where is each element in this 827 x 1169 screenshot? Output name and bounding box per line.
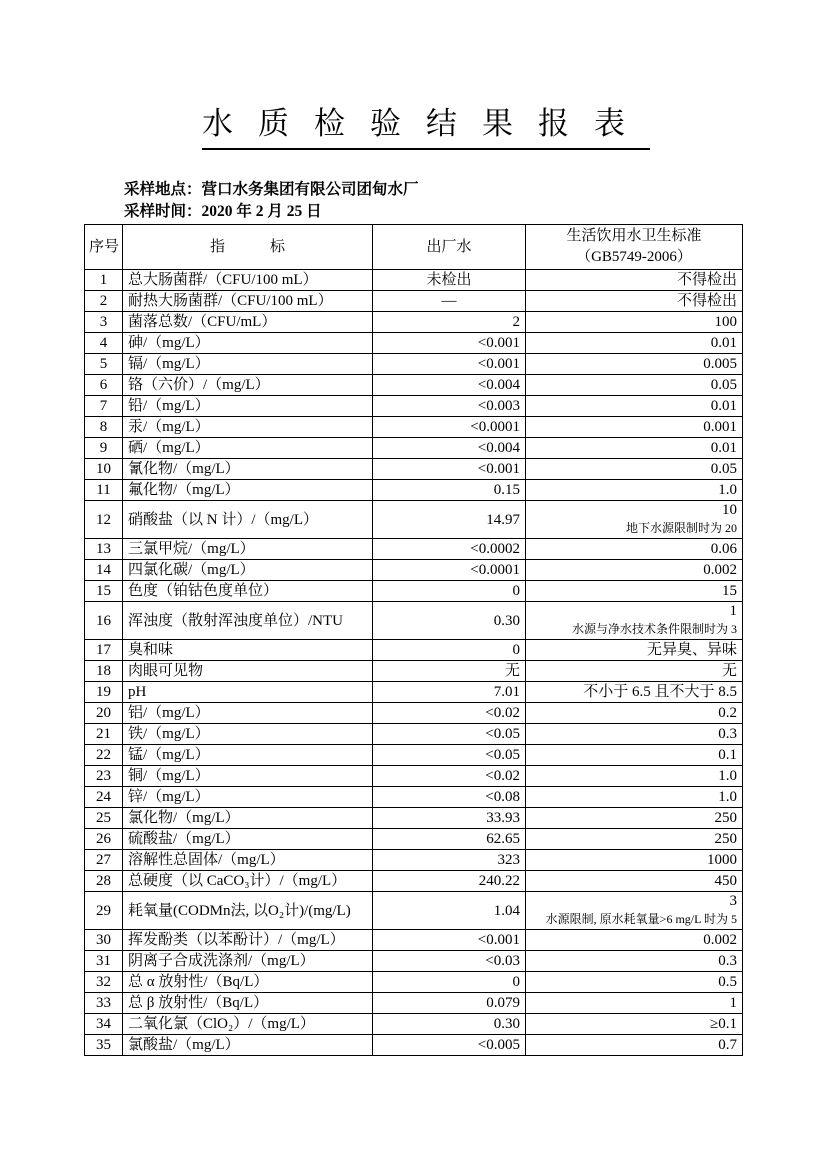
- row-number: 34: [85, 1014, 123, 1035]
- row-outflow-value: 7.01: [373, 682, 526, 703]
- row-number: 21: [85, 724, 123, 745]
- row-standard-value: 0.3: [526, 951, 743, 972]
- row-number: 33: [85, 993, 123, 1014]
- row-outflow-value: <0.001: [373, 333, 526, 354]
- row-number: 35: [85, 1035, 123, 1056]
- row-standard-value: 0.002: [526, 930, 743, 951]
- row-standard-value: 无: [526, 661, 743, 682]
- row-indicator: 硒/（mg/L）: [123, 438, 373, 459]
- row-standard-value: 无异臭、异味: [526, 640, 743, 661]
- row-standard-value: 0.01: [526, 333, 743, 354]
- row-indicator: 二氧化氯（ClO₂）/（mg/L）: [123, 1014, 373, 1035]
- row-number: 32: [85, 972, 123, 993]
- row-outflow-value: 0.079: [373, 993, 526, 1014]
- row-outflow-value: <0.0001: [373, 417, 526, 438]
- row-number: 26: [85, 829, 123, 850]
- table-row: [85, 930, 743, 951]
- row-number: 3: [85, 312, 123, 333]
- table-row: [85, 270, 743, 291]
- row-outflow-value: 0.30: [373, 602, 526, 640]
- row-outflow-value: 未检出: [373, 270, 526, 291]
- row-standard-main: 3: [729, 893, 737, 909]
- row-standard-value: 0.01: [526, 438, 743, 459]
- page-title: 水质检验结果报表: [202, 98, 650, 150]
- water-quality-table: [84, 224, 743, 1056]
- row-number: 17: [85, 640, 123, 661]
- row-standard-value: 不得检出: [526, 291, 743, 312]
- row-number: 28: [85, 871, 123, 892]
- row-number: 18: [85, 661, 123, 682]
- row-standard-value: 250: [526, 808, 743, 829]
- row-outflow-value: <0.001: [373, 354, 526, 375]
- row-indicator: 硝酸盐（以 N 计）/（mg/L）: [123, 501, 373, 539]
- row-standard-value: 0.1: [526, 745, 743, 766]
- sample-time-value: 2020 年 2 月 25 日: [201, 203, 322, 220]
- row-indicator: 耐热大肠菌群/（CFU/100 mL）: [123, 291, 373, 312]
- row-number: 31: [85, 951, 123, 972]
- row-outflow-value: <0.004: [373, 438, 526, 459]
- row-outflow-value: 0.15: [373, 480, 526, 501]
- row-standard-value: 0.2: [526, 703, 743, 724]
- row-standard-value: 1.0: [526, 480, 743, 501]
- row-standard-value: 0.005: [526, 354, 743, 375]
- row-indicator: 铜/（mg/L）: [123, 766, 373, 787]
- table-row: [85, 375, 743, 396]
- row-number: 2: [85, 291, 123, 312]
- row-outflow-value: <0.05: [373, 724, 526, 745]
- col-header-standard-line2: （GB5749-2006）: [576, 249, 692, 265]
- row-outflow-value: 0: [373, 581, 526, 602]
- row-number: 11: [85, 480, 123, 501]
- table-row: [85, 333, 743, 354]
- row-indicator: 铁/（mg/L）: [123, 724, 373, 745]
- row-standard-value: [526, 501, 743, 539]
- row-indicator: 硫酸盐/（mg/L）: [123, 829, 373, 850]
- table-row: [85, 602, 743, 640]
- row-standard-value: 100: [526, 312, 743, 333]
- col-header-standard: [526, 225, 743, 270]
- row-outflow-value: 62.65: [373, 829, 526, 850]
- row-indicator: 氯化物/（mg/L）: [123, 808, 373, 829]
- table-row: [85, 640, 743, 661]
- row-outflow-value: <0.005: [373, 1035, 526, 1056]
- row-indicator: 氟化物/（mg/L）: [123, 480, 373, 501]
- row-indicator: 总 β 放射性/（Bq/L）: [123, 993, 373, 1014]
- row-standard-value: 15: [526, 581, 743, 602]
- row-indicator: 氰化物/（mg/L）: [123, 459, 373, 480]
- table-row: [85, 1035, 743, 1056]
- table-row: [85, 682, 743, 703]
- row-standard-value: 250: [526, 829, 743, 850]
- row-number: 19: [85, 682, 123, 703]
- row-standard-value: 450: [526, 871, 743, 892]
- row-indicator: 铬（六价）/（mg/L）: [123, 375, 373, 396]
- row-number: 6: [85, 375, 123, 396]
- table-row: [85, 560, 743, 581]
- row-indicator: 色度（铂钴色度单位）: [123, 581, 373, 602]
- row-indicator: 菌落总数/（CFU/mL）: [123, 312, 373, 333]
- row-standard-note: 水源限制, 原水耗氧量>6 mg/L 时为 5: [545, 912, 737, 926]
- col-header-no: 序号: [85, 225, 123, 270]
- row-indicator: 汞/（mg/L）: [123, 417, 373, 438]
- row-standard-value: 0.7: [526, 1035, 743, 1056]
- col-header-standard-line1: 生活饮用水卫生标准: [566, 228, 702, 244]
- row-number: 1: [85, 270, 123, 291]
- row-number: 24: [85, 787, 123, 808]
- row-standard-value: 0.5: [526, 972, 743, 993]
- row-indicator: 肉眼可见物: [123, 661, 373, 682]
- row-outflow-value: 2: [373, 312, 526, 333]
- row-number: 7: [85, 396, 123, 417]
- row-indicator: 浑浊度（散射浑浊度单位）/NTU: [123, 602, 373, 640]
- row-standard-value: 1.0: [526, 766, 743, 787]
- col-header-outflow: 出厂水: [373, 225, 526, 270]
- row-indicator: pH: [123, 682, 373, 703]
- row-standard-value: 1000: [526, 850, 743, 871]
- table-row: [85, 745, 743, 766]
- row-indicator: 耗氧量(CODMn法, 以O₂计)/(mg/L): [123, 892, 373, 930]
- table-row: [85, 291, 743, 312]
- row-number: 27: [85, 850, 123, 871]
- row-indicator: 镉/（mg/L）: [123, 354, 373, 375]
- row-indicator: 总硬度（以 CaCO₃计）/（mg/L）: [123, 871, 373, 892]
- row-outflow-value: <0.03: [373, 951, 526, 972]
- row-indicator: 挥发酚类（以苯酚计）/（mg/L）: [123, 930, 373, 951]
- row-indicator: 锰/（mg/L）: [123, 745, 373, 766]
- table-row: [85, 829, 743, 850]
- table-row: [85, 951, 743, 972]
- row-indicator: 总 α 放射性/（Bq/L）: [123, 972, 373, 993]
- row-outflow-value: <0.004: [373, 375, 526, 396]
- row-standard-value: 0.05: [526, 375, 743, 396]
- row-indicator: 砷/（mg/L）: [123, 333, 373, 354]
- row-indicator: 四氯化碳/（mg/L）: [123, 560, 373, 581]
- row-standard-value: 0.002: [526, 560, 743, 581]
- row-number: 4: [85, 333, 123, 354]
- row-number: 30: [85, 930, 123, 951]
- table-row: [85, 661, 743, 682]
- row-outflow-value: <0.0001: [373, 560, 526, 581]
- row-outflow-value: 240.22: [373, 871, 526, 892]
- table-row: [85, 539, 743, 560]
- row-outflow-value: —: [373, 291, 526, 312]
- table-row: [85, 766, 743, 787]
- table-row: [85, 1014, 743, 1035]
- row-standard-main: 1: [729, 603, 737, 619]
- row-indicator: 铝/（mg/L）: [123, 703, 373, 724]
- table-row: [85, 354, 743, 375]
- row-standard-value: [526, 602, 743, 640]
- row-number: 15: [85, 581, 123, 602]
- table-header-row: [85, 225, 743, 270]
- row-indicator: 臭和味: [123, 640, 373, 661]
- row-indicator: 锌/（mg/L）: [123, 787, 373, 808]
- table-body: [85, 270, 743, 1056]
- table-row: [85, 892, 743, 930]
- table-row: [85, 724, 743, 745]
- row-standard-value: 0.001: [526, 417, 743, 438]
- table-row: [85, 787, 743, 808]
- row-standard-value: 0.01: [526, 396, 743, 417]
- row-outflow-value: 1.04: [373, 892, 526, 930]
- row-number: 16: [85, 602, 123, 640]
- row-outflow-value: <0.0002: [373, 539, 526, 560]
- table-row: [85, 417, 743, 438]
- row-indicator: 三氯甲烷/（mg/L）: [123, 539, 373, 560]
- row-number: 29: [85, 892, 123, 930]
- row-outflow-value: <0.05: [373, 745, 526, 766]
- row-standard-value: 1: [526, 993, 743, 1014]
- row-outflow-value: 323: [373, 850, 526, 871]
- row-standard-value: 0.05: [526, 459, 743, 480]
- row-outflow-value: 33.93: [373, 808, 526, 829]
- table-row: [85, 438, 743, 459]
- row-number: 13: [85, 539, 123, 560]
- table-row: [85, 972, 743, 993]
- row-number: 5: [85, 354, 123, 375]
- sample-time-label: 采样时间：: [124, 203, 202, 220]
- row-indicator: 氯酸盐/（mg/L）: [123, 1035, 373, 1056]
- row-outflow-value: 14.97: [373, 501, 526, 539]
- row-number: 20: [85, 703, 123, 724]
- row-outflow-value: <0.003: [373, 396, 526, 417]
- table-row: [85, 581, 743, 602]
- row-outflow-value: <0.02: [373, 703, 526, 724]
- row-standard-note: 水源与净水技术条件限制时为 3: [571, 622, 737, 636]
- sample-location-value: 营口水务集团有限公司团甸水厂: [201, 181, 419, 198]
- table-row: [85, 459, 743, 480]
- row-outflow-value: <0.001: [373, 930, 526, 951]
- row-outflow-value: 0.30: [373, 1014, 526, 1035]
- row-standard-value: ≥0.1: [526, 1014, 743, 1035]
- row-number: 22: [85, 745, 123, 766]
- row-outflow-value: <0.02: [373, 766, 526, 787]
- row-outflow-value: 0: [373, 972, 526, 993]
- row-number: 25: [85, 808, 123, 829]
- table-row: [85, 312, 743, 333]
- sample-info: [124, 179, 419, 223]
- table-row: [85, 396, 743, 417]
- row-indicator: 溶解性总固体/（mg/L）: [123, 850, 373, 871]
- table-row: [85, 808, 743, 829]
- row-indicator: 铅/（mg/L）: [123, 396, 373, 417]
- row-number: 14: [85, 560, 123, 581]
- row-outflow-value: 0: [373, 640, 526, 661]
- table-row: [85, 850, 743, 871]
- row-standard-value: 0.3: [526, 724, 743, 745]
- table-row: [85, 480, 743, 501]
- row-outflow-value: 无: [373, 661, 526, 682]
- table-row: [85, 501, 743, 539]
- sample-location-line: [124, 179, 419, 201]
- row-standard-value: 不得检出: [526, 270, 743, 291]
- row-standard-value: [526, 892, 743, 930]
- row-number: 12: [85, 501, 123, 539]
- table-row: [85, 703, 743, 724]
- row-number: 23: [85, 766, 123, 787]
- row-outflow-value: <0.001: [373, 459, 526, 480]
- table-row: [85, 871, 743, 892]
- row-standard-main: 10: [722, 502, 737, 518]
- title-wrap: [0, 98, 827, 150]
- sample-time-line: [124, 201, 419, 223]
- row-standard-value: 1.0: [526, 787, 743, 808]
- row-number: 8: [85, 417, 123, 438]
- table-row: [85, 993, 743, 1014]
- row-number: 10: [85, 459, 123, 480]
- row-standard-value: 0.06: [526, 539, 743, 560]
- row-number: 9: [85, 438, 123, 459]
- row-indicator: 阴离子合成洗涤剂/（mg/L）: [123, 951, 373, 972]
- row-indicator: 总大肠菌群/（CFU/100 mL）: [123, 270, 373, 291]
- row-standard-note: 地下水源限制时为 20: [625, 521, 737, 535]
- row-standard-value: 不小于 6.5 且不大于 8.5: [526, 682, 743, 703]
- col-header-indicator: 指 标: [123, 225, 373, 270]
- row-outflow-value: <0.08: [373, 787, 526, 808]
- sample-location-label: 采样地点：: [124, 181, 202, 198]
